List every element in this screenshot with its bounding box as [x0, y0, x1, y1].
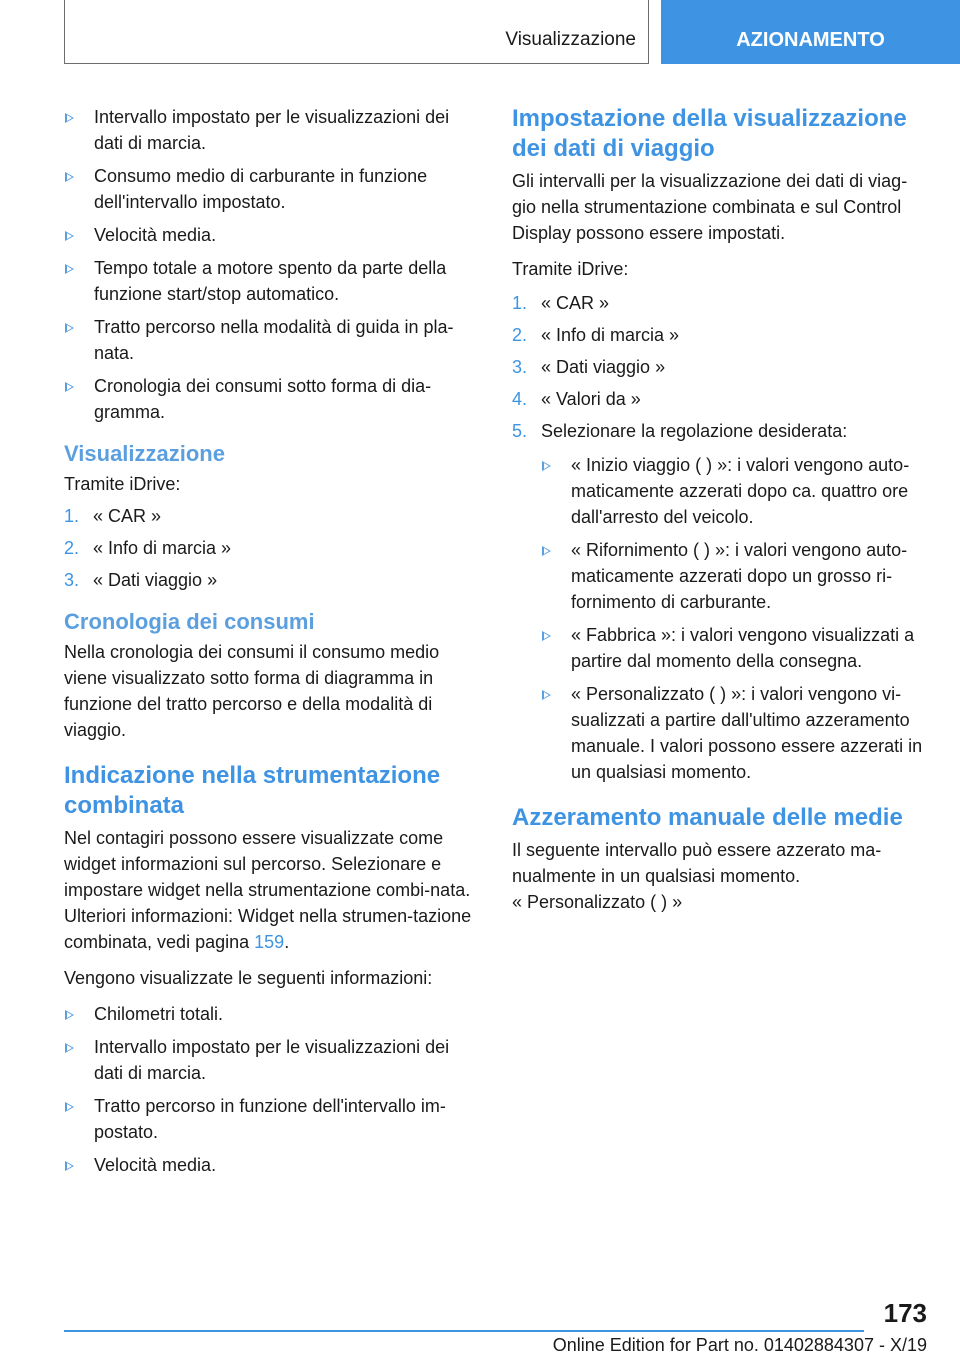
- list-item: 1. « CAR »: [512, 293, 610, 313]
- list-item: 4. « Valori da »: [512, 389, 641, 409]
- list-item: « Fabbrica »: i valori vengono visualizzati a partire dal momento della consegna.: [541, 622, 930, 674]
- paragraph-idrive: Tramite iDrive:: [512, 259, 629, 279]
- numbered-list: [512, 290, 930, 785]
- paragraph-shown: Vengono visualizzate le seguenti informazioni:: [64, 968, 433, 988]
- triangle-bullet-icon: [65, 323, 74, 333]
- list-item: Velocità media.: [64, 1152, 476, 1178]
- sub-bullet-list: [541, 452, 930, 785]
- right-column: [512, 104, 930, 925]
- heading-indicazione: Indicazione nella strumentazione combinata: [64, 762, 441, 819]
- list-item: Tratto percorso in funzione dell'intervallo im-postato.: [64, 1093, 476, 1145]
- triangle-bullet-icon: [65, 172, 74, 182]
- page-link[interactable]: 159: [254, 932, 285, 952]
- triangle-bullet-icon: [65, 1161, 74, 1171]
- triangle-bullet-icon: [542, 461, 551, 471]
- list-item: 3. « Dati viaggio »: [512, 357, 666, 377]
- paragraph-impostazione: Gli intervalli per la visualizzazione dei dati di viag-gio nella strumentazione combinata e sul Control Display possono essere impostati.: [512, 171, 908, 243]
- list-item: Tempo totale a motore spento da parte della funzione start/stop automatico.: [64, 255, 476, 307]
- paragraph-personalizzato: « Personalizzato ( ) »: [512, 892, 683, 912]
- list-item: Cronologia dei consumi sotto forma di dia-gramma.: [64, 373, 476, 425]
- footer-edition: Online Edition for Part no. 01402884307 - X/19: [552, 1335, 927, 1355]
- list-item: Intervallo impostato per le visualizzazioni dei dati di marcia.: [64, 104, 476, 156]
- list-item: 5. Selezionare la regolazione desiderata: « Inizio viaggio ( ) »: i valori vengono auto-maticamente azzerati dopo ca. quattro ore dall'arresto del veicolo. « Rifornimento ( ) »: i valori vengono auto-maticamente azzerati dopo un grosso ri-fornimento di carburante. « Fabbrica »: i valori vengono visualizzati a partire dal momento della consegna. « Personalizzato ( ) »: i valori vengono vi-sualizzati a partire dall'ultimo azzeramento manuale. I valori possono essere azzerati in un qualsiasi momento.: [512, 418, 930, 785]
- triangle-bullet-icon: [542, 690, 551, 700]
- triangle-bullet-icon: [65, 1043, 74, 1053]
- heading-impostazione: Impostazione della visualizzazione dei dati di viaggio: [512, 105, 907, 162]
- chapter-tab[interactable]: [661, 0, 960, 64]
- heading-cronologia: Cronologia dei consumi: [64, 609, 315, 634]
- left-column: [64, 104, 476, 1185]
- paragraph-idrive: Tramite iDrive:: [64, 474, 181, 494]
- list-item: Chilometri totali.: [64, 1001, 476, 1027]
- paragraph-indicazione: Nel contagiri possono essere visualizzate come widget informazioni sul percorso. Selezionare e impostare widget nella strumentazione combi-nata. Ulteriori informazioni: Widget nella strumen-tazione combinata, vedi pagina 159.: [64, 828, 472, 952]
- triangle-bullet-icon: [65, 113, 74, 123]
- triangle-bullet-icon: [65, 1010, 74, 1020]
- bullet-list-bottom: [64, 1001, 476, 1178]
- list-item: 3. « Dati viaggio »: [64, 570, 218, 590]
- list-item: 1. « CAR »: [64, 506, 162, 526]
- list-item: 2. « Info di marcia »: [512, 325, 680, 345]
- list-item: « Inizio viaggio ( ) »: i valori vengono auto-maticamente azzerati dopo ca. quattro ore dall'arresto del veicolo.: [541, 452, 930, 530]
- triangle-bullet-icon: [65, 264, 74, 274]
- page-number: 173: [883, 1298, 927, 1328]
- triangle-bullet-icon: [65, 231, 74, 241]
- paragraph-cronologia: Nella cronologia dei consumi il consumo medio viene visualizzato sotto forma di diagramma in funzione del tratto percorso e della modalità di viaggio.: [64, 642, 440, 740]
- bullet-list-top: [64, 104, 476, 425]
- triangle-bullet-icon: [65, 382, 74, 392]
- triangle-bullet-icon: [65, 1102, 74, 1112]
- list-item: « Rifornimento ( ) »: i valori vengono auto-maticamente azzerati dopo un grosso ri-fornimento di carburante.: [541, 537, 930, 615]
- list-item: « Personalizzato ( ) »: i valori vengono vi-sualizzati a partire dall'ultimo azzeramento manuale. I valori possono essere azzerati in un qualsiasi momento.: [541, 681, 930, 785]
- section-title: Visualizzazione: [505, 29, 636, 50]
- list-item: Consumo medio di carburante in funzione dell'intervallo impostato.: [64, 163, 476, 215]
- list-item: Velocità media.: [64, 222, 476, 248]
- header-frame: [64, 0, 649, 64]
- chapter-label: AZIONAMENTO: [736, 29, 885, 51]
- list-item: Tratto percorso nella modalità di guida in pla-nata.: [64, 314, 476, 366]
- footer-divider: [64, 1330, 864, 1332]
- list-item: 2. « Info di marcia »: [64, 538, 232, 558]
- triangle-bullet-icon: [542, 631, 551, 641]
- paragraph-azzeramento: Il seguente intervallo può essere azzerato ma-nualmente in un qualsiasi momento.: [512, 840, 882, 886]
- numbered-list: [64, 503, 476, 593]
- heading-visualizzazione: Visualizzazione: [64, 441, 225, 466]
- heading-azzeramento: Azzeramento manuale delle medie: [512, 804, 903, 831]
- triangle-bullet-icon: [542, 546, 551, 556]
- list-item: Intervallo impostato per le visualizzazioni dei dati di marcia.: [64, 1034, 476, 1086]
